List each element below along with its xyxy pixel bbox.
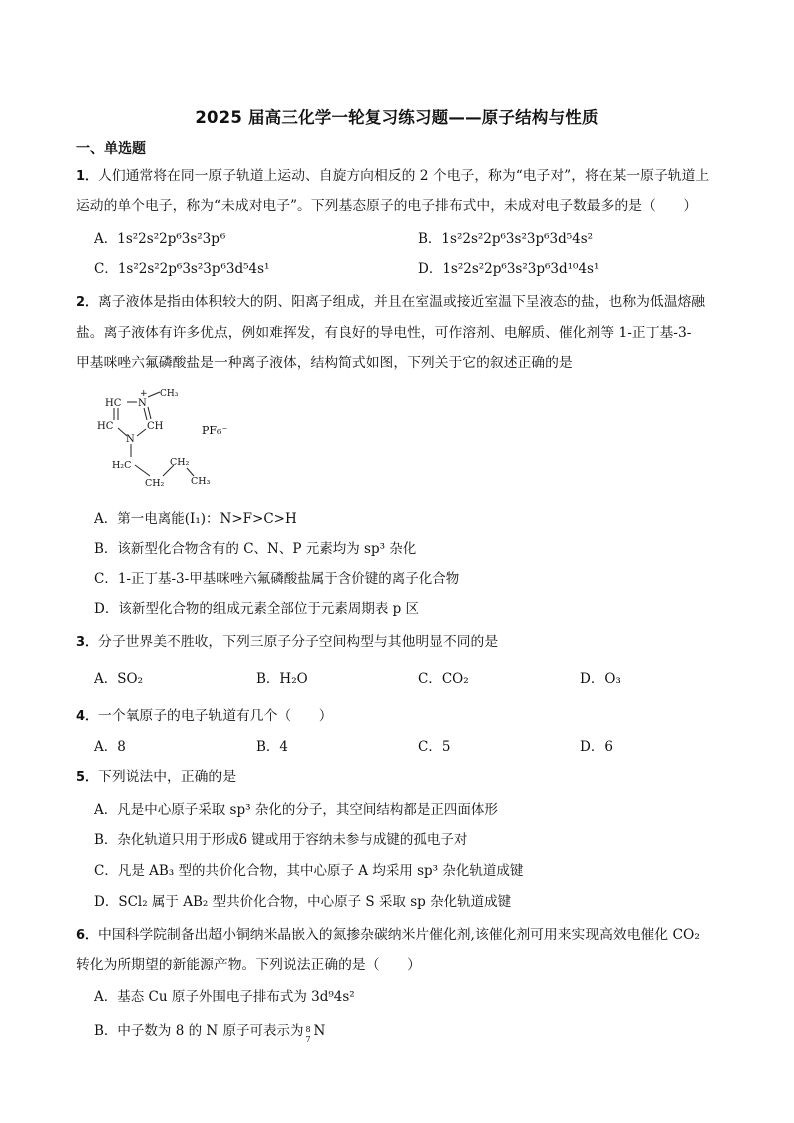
question-6-option-b [94,1021,326,1044]
ch2-lower-label: CH₂ [145,478,165,489]
page-title: 2025 届高三化学一轮复习练习题——原子结构与性质 [195,108,599,127]
question-1-option-b: B．1s²2s²2p⁶3s²3p⁶3d⁵4s² [418,231,594,247]
question-4-line [76,706,333,727]
question-6-line-2: 转化为所期望的新能源产物。下列说法正确的是（ ） [76,957,421,973]
h2c-label: H₂C [112,460,132,471]
question-3-text: 分子世界美不胜收，下列三原子分子空间构型与其他明显不同的是 [98,634,499,650]
question-3-option-b: B．H₂O [256,671,308,687]
question-2-option-c: C．1-正丁基-3-甲基咪唑六氟磷酸盐属于含价键的离子化合物 [94,571,460,587]
question-1-line-1 [76,166,709,187]
question-2-option-a: A．第一电离能(I₁)：N>F>C>H [94,511,297,527]
question-1-line-2: 运动的单个电子，称为“未成对电子”。下列基态原子的电子排布式中，未成对电子数最多的是（ ） [76,198,698,214]
ch3-end-label: CH₃ [191,476,211,487]
ch-label: CH [147,421,164,432]
question-number: 1． [76,169,99,184]
question-4-option-b: B．4 [256,739,289,755]
atomic-number: 7 [305,1035,311,1044]
question-6-option-b-text: B．中子数为 8 的 N 原子可表示为 [94,1023,304,1039]
nuclide-notation [304,1023,314,1044]
question-5-option-c: C．凡是 AB₃ 型的共价化合物，其中心原子 A 均采用 sp³ 杂化轨道成键 [94,863,524,879]
mass-number: 8 [305,1025,311,1034]
question-4-option-d: D．6 [580,739,613,755]
question-3-option-a: A．SO₂ [94,671,143,687]
question-3-option-d: D．O₃ [580,671,621,687]
element-symbol: N [313,1023,326,1039]
question-1-option-c: C．1s²2s²2p⁶3s²3p⁶3d⁵4s¹ [94,261,270,277]
hc-top-label: HC [105,398,122,409]
question-5-option-a: A．凡是中心原子采取 sp³ 杂化的分子，其空间结构都是正四面体形 [94,802,498,818]
question-4-option-c: C．5 [418,739,451,755]
question-2-line-1 [76,292,705,313]
imidazolium-structure-diagram [90,384,250,499]
question-4-text: 一个氧原子的电子轨道有几个（ ） [98,708,333,724]
ch3-top-label: CH₃ [160,389,179,399]
question-2-option-d: D．该新型化合物的组成元素全部位于元素周期表 p 区 [94,601,420,617]
anion-label: PF₆⁻ [202,424,228,437]
question-number: 5． [76,770,99,785]
plus-charge: + [140,389,148,399]
question-number: 2． [76,295,99,310]
question-1-option-a: A．1s²2s²2p⁶3s²3p⁶ [94,231,226,247]
question-number: 6． [76,928,99,943]
question-5-option-d: D．SCl₂ 属于 AB₂ 型共价化合物，中心原子 S 采取 sp 杂化轨道成键 [94,894,512,910]
question-6-option-a: A．基态 Cu 原子外围电子排布式为 3d⁹4s² [94,989,355,1005]
question-6-line-1 [76,925,700,946]
question-3-line [76,632,498,653]
question-2-option-b: B．该新型化合物含有的 C、N、P 元素均为 sp³ 杂化 [94,541,417,557]
ch2-upper-label: CH₂ [170,457,190,468]
question-1-option-d: D．1s²2s²2p⁶3s²3p⁶3d¹⁰4s¹ [418,261,600,277]
question-6-text-1: 中国科学院制备出超小铜纳米晶嵌入的氮掺杂碳纳米片催化剂,该催化剂可用来实现高效电催化 CO₂ [98,927,700,943]
n-bottom-label: N [126,434,135,445]
question-5-line [76,767,236,788]
question-2-line-3: 甲基咪唑六氟磷酸盐是一种离子液体，结构简式如图，下列关于它的叙述正确的是 [76,355,573,371]
question-4-option-a: A．8 [94,739,126,755]
hc-bottom-label: HC [97,421,114,432]
question-1-text-1: 人们通常将在同一原子轨道上运动、自旋方向相反的 2 个电子，称为“电子对”，将在某一原子轨道上 [98,168,710,184]
question-number: 4． [76,709,99,724]
question-number: 3． [76,635,99,650]
section-heading: 一、单选题 [76,141,146,157]
n-top-label: N [138,398,147,409]
question-5-text: 下列说法中，正确的是 [98,769,237,785]
question-5-option-b: B．杂化轨道只用于形成δ 键或用于容纳未参与成键的孤电子对 [94,832,468,848]
question-3-option-c: C．CO₂ [418,671,469,687]
question-2-line-2: 盐。离子液体有许多优点，例如难挥发，有良好的导电性，可作溶剂、电解质、催化剂等 1-正丁基-3- [76,325,692,341]
question-2-text-1: 离子液体是指由体积较大的阴、阳离子组成，并且在室温或接近室温下呈液态的盐，也称为低温熔融 [98,294,706,310]
